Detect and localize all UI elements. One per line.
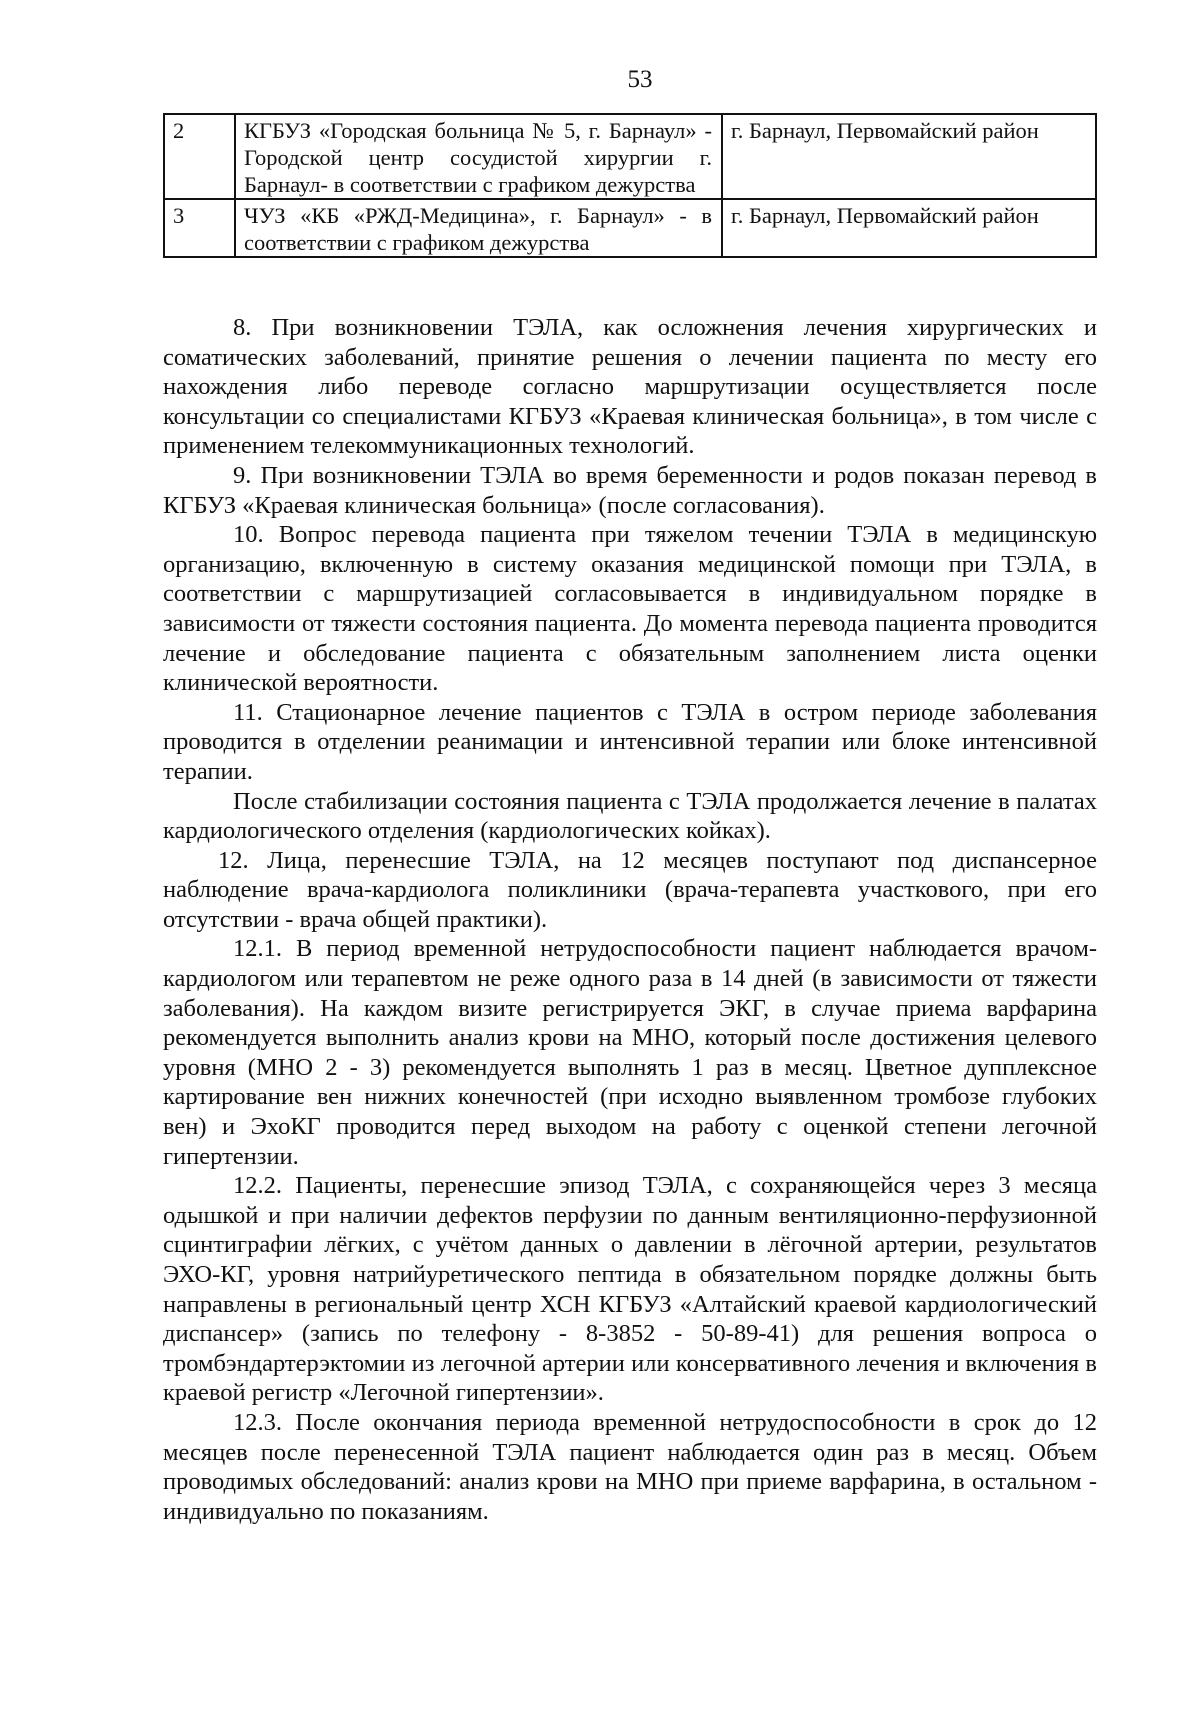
paragraph-12-1: 12.1. В период временной нетрудоспособности пациент наблюдается врачом-кардиологом или терапевтом не реже одного раза в 14 дней (в зависимости от тяжести заболевания). На каждом визите регистрируется ЭКГ, в случае приема варфарина рекомендуется выполнить анализ крови на МНО, который после достижения целевого уровня (МНО 2 - 3) рекомендуется выполнять 1 раз в месяц. Цветное дупплексное картирование вен нижних конечностей (при исходно выявленном тромбозе глубоких вен) и ЭхоКГ проводится перед выходом на работу с оценкой степени легочной гипертензии. <box>163 935 1097 1170</box>
table-cell-number: 3 <box>164 199 235 257</box>
paragraph-9: 9. При возникновении ТЭЛА во время беременности и родов показан перевод в КГБУЗ «Краевая клиническая больница» (после согласования). <box>163 461 1097 519</box>
page-number: 53 <box>627 66 653 93</box>
paragraph-12: 12. Лица, перенесшие ТЭЛА, на 12 месяцев поступают под диспансерное наблюдение врача-кардиолога поликлиники (врача-терапевта участкового, при его отсутствии - врача общей практики). <box>163 846 1097 933</box>
table-row <box>164 199 1096 257</box>
body-text <box>163 313 1097 1526</box>
paragraph-10: 10. Вопрос перевода пациента при тяжелом течении ТЭЛА в медицинскую организацию, включенную в систему оказания медицинской помощи при ТЭЛА, в соответствии с маршрутизацией согласовывается в индивидуальном порядке в зависимости от тяжести состояния пациента. До момента перевода пациента проводится лечение и обследование пациента с обязательным заполнением листа оценки клинической вероятности. <box>163 521 1097 697</box>
table-cell-area: г. Барнаул, Первомайский район <box>722 114 1096 199</box>
table-cell-organization: КГБУЗ «Городская больница № 5, г. Барнаул» - Городской центр сосудистой хирургии г. Барнаул- в соответствии с графиком дежурства <box>235 114 722 199</box>
paragraph-8: 8. При возникновении ТЭЛА, как осложнения лечения хирургических и соматических заболеваний, принятие решения о лечении пациента по месту его нахождения либо переводе согласно маршрутизации осуществляется после консультации со специалистами КГБУЗ «Краевая клиническая больница», в том числе с применением телекоммуникационных технологий. <box>163 314 1097 460</box>
paragraph-11: 11. Стационарное лечение пациентов с ТЭЛА в остром периоде заболевания проводится в отделении реанимации и интенсивной терапии или блоке интенсивной терапии. <box>163 698 1097 785</box>
paragraph-11-continued: После стабилизации состояния пациента с ТЭЛА продолжается лечение в палатах кардиологического отделения (кардиологических койках). <box>163 787 1097 845</box>
routing-table <box>163 113 1097 258</box>
table-cell-organization: ЧУЗ «КБ «РЖД-Медицина», г. Барнаул» - в соответствии с графиком дежурства <box>235 199 722 257</box>
table-cell-area: г. Барнаул, Первомайский район <box>722 199 1096 257</box>
table-row <box>164 114 1096 199</box>
paragraph-12-3: 12.3. После окончания периода временной нетрудоспособности в срок до 12 месяцев после перенесенной ТЭЛА пациент наблюдается один раз в месяц. Объем проводимых обследований: анализ крови на МНО при приеме варфарина, в остальном - индивидуально по показаниям. <box>163 1408 1097 1525</box>
table-cell-number: 2 <box>164 114 235 199</box>
paragraph-12-2: 12.2. Пациенты, перенесшие эпизод ТЭЛА, с сохраняющейся через 3 месяца одышкой и при наличии дефектов перфузии по данным вентиляционно-перфузионной сцинтиграфии лёгких, с учётом данных о давлении в лёгочной артерии, результатов ЭХО-КГ, уровня натрийуретического пептида в обязательном порядке должны быть направлены в региональный центр ХСН КГБУЗ «Алтайский краевой кардиологический диспансер» (запись по телефону - 8-3852 - 50-89-41) для решения вопроса о тромбэндартерэктомии из легочной артерии или консервативного лечения и включения в краевой регистр «Легочной гипертензии». <box>163 1172 1097 1407</box>
